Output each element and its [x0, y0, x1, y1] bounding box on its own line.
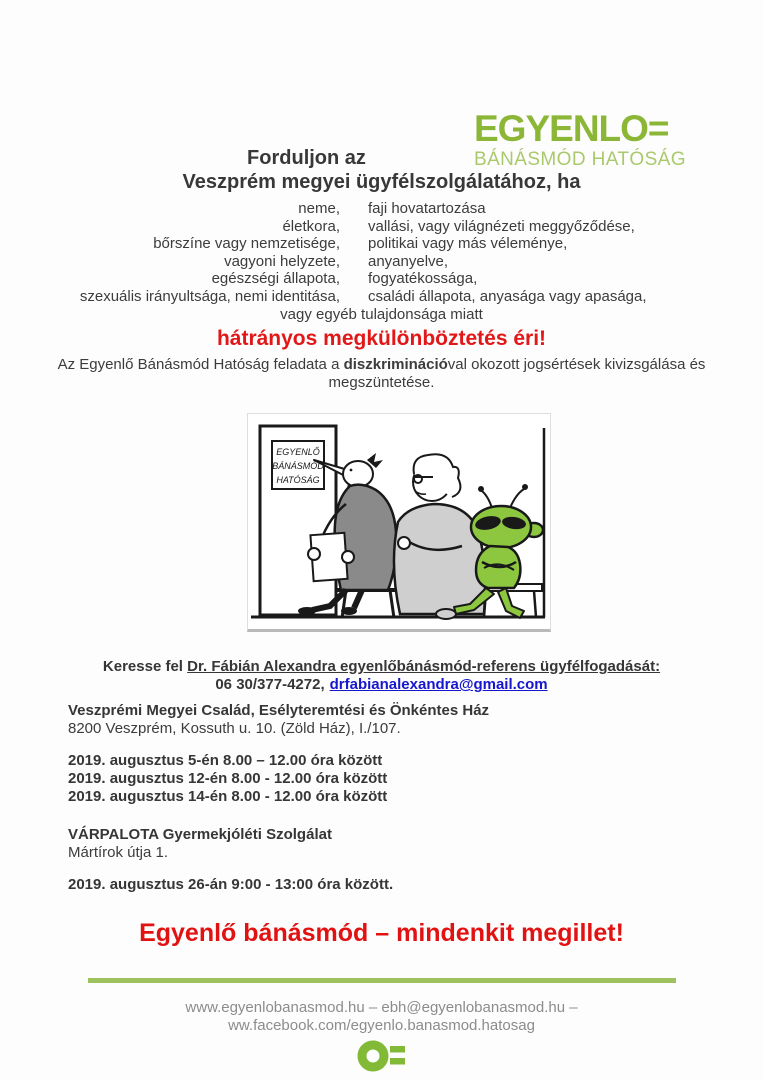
- contact-line1: [0, 658, 763, 676]
- grounds-left-cell: szexuális irányultsága, nemi identitása,: [79, 287, 340, 305]
- venue-address: Mártírok útja 1.: [68, 844, 169, 862]
- mission-pre: Az Egyenlő Bánásmód Hatóság feladata a: [57, 356, 340, 374]
- grounds-right-cell: fogyatékossága,: [368, 270, 478, 288]
- grounds-left-cell: életkora,: [282, 217, 340, 235]
- venue-dates: [68, 876, 763, 894]
- grounds-row: [0, 235, 763, 253]
- green-divider: [88, 978, 676, 983]
- antenna-tip: [478, 486, 484, 492]
- discrimination-warning: hátrányos megkülönböztetés éri!: [216, 327, 547, 351]
- door-sign-line2: BÁNÁSMÓD: [272, 461, 324, 472]
- logo-subtitle: BÁNÁSMÓD HATÓSÁG: [474, 149, 686, 170]
- grounds-right-cell: anyanyelve,: [368, 252, 449, 270]
- grounds-row: [0, 288, 763, 306]
- office-door: [260, 426, 336, 615]
- venue-veszprem: [68, 702, 763, 806]
- venue-varpalota: [68, 826, 763, 894]
- date-line: 2019. augusztus 14-én 8.00 - 12.00 óra között: [68, 788, 388, 806]
- phone-number: 06 30/377-4272,: [215, 676, 325, 694]
- grounds-left-cell: egészségi állapota,: [211, 270, 340, 288]
- antenna-tip: [522, 484, 528, 490]
- venue-name: VÁRPALOTA Gyermekjóléti Szolgálat: [68, 826, 332, 844]
- door-sign-line1: EGYENLŐ: [276, 447, 320, 458]
- venue-address: 8200 Veszprém, Kossuth u. 10. (Zöld Ház), I./107.: [68, 720, 401, 738]
- email-link[interactable]: drfabianalexandra@gmail.com: [329, 676, 548, 694]
- footer-facebook: ww.facebook.com/egyenlo.banasmod.hatosag: [228, 1017, 535, 1035]
- grounds-left-cell: bőrszíne vagy nemzetisége,: [153, 235, 340, 253]
- waiting-room-cartoon-svg: [248, 414, 548, 624]
- contact-intro: Keresse fel: [102, 658, 183, 676]
- brand-mark: [0, 1037, 763, 1080]
- grounds-right-cell: családi állapota, anyasága vagy apasága,: [368, 287, 647, 305]
- venue-name: Veszprémi Megyei Család, Esélyteremtési és Önkéntes Ház: [68, 702, 490, 720]
- grounds-footer-line: vagy egyéb tulajdonsága miatt: [280, 305, 483, 323]
- page-title-line1: Forduljon az: [247, 147, 366, 169]
- grounds-left-cell: neme,: [298, 200, 340, 217]
- date-line: 2019. augusztus 12-én 8.00 - 12.00 óra között: [68, 770, 388, 788]
- protected-grounds-list: [0, 200, 763, 323]
- grounds-left-cell: vagyoni helyzete,: [224, 252, 340, 270]
- grounds-right-cell: faji hovatartozása: [368, 200, 486, 217]
- date-line: 2019. augusztus 5-én 8.00 – 12.00 óra között: [68, 752, 383, 770]
- venue-dates: [68, 752, 763, 806]
- grounds-row: [0, 270, 763, 288]
- logo-wordmark: EGYENLO=: [474, 108, 669, 149]
- grounds-row: [0, 218, 763, 236]
- waiting-room-cartoon: [247, 413, 551, 632]
- egyenlo-banasmod-logo: [474, 110, 686, 169]
- mission-bold-word: diszkrimináció: [343, 356, 448, 374]
- referent-name: Dr. Fábián Alexandra egyenlőbánásmód-referens ügyfélfogadását:: [187, 658, 661, 676]
- grounds-row: [0, 253, 763, 271]
- contact-block: [0, 658, 763, 694]
- mission-post: val okozott jogsértések kivizsgálása és megszüntetése.: [328, 356, 706, 391]
- o-equals-icon: [356, 1037, 408, 1075]
- grounds-right-cell: vallási, vagy világnézeti meggyőződése,: [368, 217, 635, 235]
- footer-web-email: www.egyenlobanasmod.hu – ebh@egyenlobanasmod.hu –: [185, 999, 578, 1017]
- date-line: 2019. augusztus 26-án 9:00 - 13:00 óra között.: [68, 876, 394, 894]
- slogan: Egyenlő bánásmód – mindenkit megillet!: [139, 919, 624, 948]
- mission-statement: [42, 356, 722, 391]
- page-title-line2: Veszprém megyei ügyfélszolgálatához, ha: [182, 171, 581, 193]
- footer: [0, 999, 763, 1035]
- grounds-right-cell: politikai vagy más véleménye,: [368, 235, 568, 253]
- seated-elderly-man: [394, 454, 485, 619]
- contact-line2: [0, 676, 763, 694]
- grounds-row: [0, 200, 763, 218]
- door-sign-line3: HATÓSÁG: [276, 475, 320, 486]
